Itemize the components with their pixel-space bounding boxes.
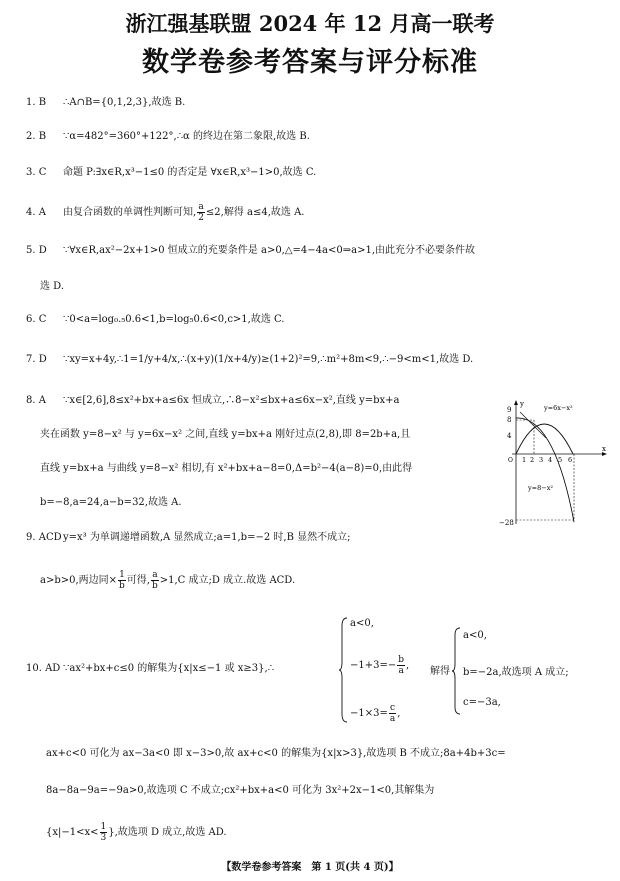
answer-text: ∵0<a=log₀.₅0.6<1,b=log₅0.6<0,c>1,故选 C. [63, 314, 285, 325]
answer-text: ∵α=482°=360°+122°,∴α 的终边在第二象限,故选 B. [63, 131, 310, 142]
equation-system-1: a<0, [350, 618, 374, 629]
equation-system-2-row3: c=−3a, [463, 697, 501, 708]
curve-8-minus-x2 [516, 418, 574, 522]
equation-system-1-row3: −1×3= $\frac{c}{a}$ , [350, 703, 401, 724]
y-axis-label: y [520, 400, 524, 408]
x-tick-label: 5 [558, 456, 563, 464]
answer-text: 命题 P:∃x∈R,x³−1≤0 的否定是 ∀x∈R,x³−1>0,故选 C. [63, 167, 317, 178]
answer-8 [26, 394, 400, 408]
answer-8-line3: 直线 y=bx+a 与曲线 y=8−x² 相切,有 x²+bx+a−8=0,Δ=b²−4(a−8)=0,由此得 [40, 463, 413, 474]
x-tick-label: 3 [539, 456, 544, 464]
answer-text: y=x³ 为单调递增函数,A 显然成立;a=1,b=−2 时,B 显然不成立; [63, 532, 351, 543]
y-tick-label: −28 [499, 519, 514, 527]
answer-text: ∵xy=x+4y,∴1=1/y+4/x,∴(x+y)(1/x+4/y)≥(1+2)²=9,∴m²+8m<9,∴−9<m<1,故选 D. [63, 354, 474, 365]
brace-left-2 [451, 626, 461, 716]
answer-3 [26, 166, 316, 180]
answer-8-line2: 夹在函数 y=8−x² 与 y=6x−x² 之间,直线 y=bx+a 刚好过点(2,8),即 8=2b+a,且 [40, 429, 411, 440]
curve-label-1: y=6x−x² [544, 404, 573, 412]
fraction: $\frac{a}{2}$ [198, 202, 204, 223]
answer-number: 1. B [26, 97, 47, 108]
answer-10-line4: {x|−1<x< $\frac{1}{3}$ },故选项 D 成立,故选 AD. [46, 822, 227, 843]
curve-label-2: y=8−x² [528, 484, 553, 492]
x-tick-label: 6 [568, 456, 573, 464]
answer-1 [26, 96, 185, 110]
answer-10-line2: ax+c<0 可化为 ax−3a<0 即 x−3>0,故 ax+c<0 的解集为{x|x>3},故选项 B 不成立;8a+4b+3c= [46, 748, 506, 759]
answer-number: 3. C [26, 167, 47, 178]
answer-4 [26, 202, 304, 223]
answer-5-continued: 选 D. [40, 281, 65, 292]
answer-7 [26, 353, 473, 367]
answer-text: ∵x∈[2,6],8≤x²+bx+a≤6x 恒成立,∴8−x²≤bx+a≤6x−x²,直线 y=bx+a [63, 395, 400, 406]
answer-9-line2: a>b>0,两边同× $\frac{1}{b}$ 可得, $\frac{a}{b}$ >1,C 成立;D 成立.故选 ACD. [40, 570, 296, 591]
answer-10 [26, 662, 274, 676]
answer-number: 9. ACD [26, 532, 62, 543]
equation-system-2-row1: a<0, [463, 630, 487, 641]
answer-2 [26, 130, 310, 144]
answer-number: 4. A [26, 207, 46, 218]
answer-8-line4: b=−8,a=24,a−b=32,故选 A. [40, 497, 182, 508]
y-axis-arrow [514, 400, 518, 405]
y-tick-label: 4 [507, 432, 512, 440]
answer-10-line3: 8a−8a−9a=−9a>0,故选项 C 不成立;cx²+bx+a<0 可化为 3x²+2x−1<0,其解集为 [46, 785, 435, 796]
x-tick-label: 1 [522, 456, 527, 464]
x-tick-label: 2 [530, 456, 535, 464]
answer-9 [26, 531, 350, 545]
page-title-line2: 数学卷参考答案与评分标准 [142, 47, 478, 78]
answer-5 [26, 244, 475, 258]
answer-number: 7. D [26, 354, 47, 365]
answer-text: ∵ax²+bx+c≤0 的解集为{x|x≤−1 或 x≥3},∴ [63, 663, 275, 674]
origin-label: O [508, 457, 513, 464]
answer-number: 6. C [26, 314, 47, 325]
equation-system-2-row2: b=−2a,故选项 A 成立; [463, 667, 569, 678]
answer-number: 8. A [26, 395, 46, 406]
line-bx-plus-a [520, 412, 546, 438]
page-footer: 【数学卷参考答案 第 1 页(共 4 页)】 [221, 862, 399, 873]
answer-text: ∵∀x∈R,ax²−2x+1>0 恒成立的充要条件是 a>0,△=4−4a<0⇒a>1,由此充分不必要条件故 [63, 245, 475, 256]
answer-6 [26, 313, 285, 327]
answer-text: ∴A∩B={0,1,2,3},故选 B. [63, 97, 186, 108]
brace-left-1 [338, 616, 348, 724]
answer-text: 由复合函数的单调性判断可知, [63, 207, 197, 218]
solve-word: 解得 [430, 666, 450, 677]
answer-number: 5. D [26, 245, 47, 256]
page-title-line1: 浙江强基联盟 2024 年 12 月高一联考 [125, 11, 495, 36]
parabola-graph [494, 398, 610, 528]
answer-number: 10. AD [26, 663, 61, 674]
answer-number: 2. B [26, 131, 47, 142]
equation-system-1-row2: −1+3=− $\frac{b}{a}$ , [350, 655, 410, 676]
x-tick-label: 4 [548, 456, 553, 464]
y-tick-label: 8 [507, 416, 512, 424]
answer-text: ≤2,解得 a≤4,故选 A. [205, 207, 305, 218]
x-axis-label: x [602, 445, 606, 453]
y-tick-label: 9 [507, 406, 512, 414]
curve-6x-minus-x2 [516, 424, 573, 454]
